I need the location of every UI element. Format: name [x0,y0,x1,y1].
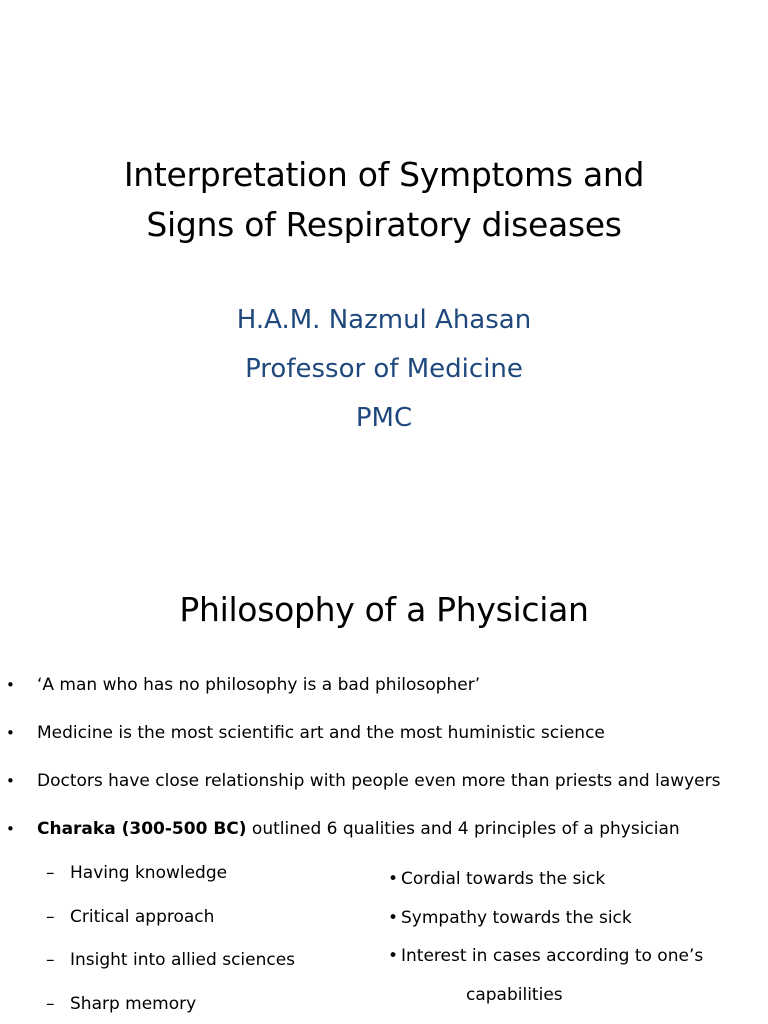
bullet-icon: • [6,772,15,790]
bullet-list [0,670,768,862]
principle-text: Cordial towards the sick [401,869,606,889]
bullet-icon: • [388,946,399,966]
quality-item [0,858,380,902]
title-line: Signs of Respiratory diseases [146,205,622,244]
quality-text: Sharp memory [70,993,197,1014]
bullet-icon: • [6,820,15,838]
title-line: Interpretation of Symptoms and [123,155,645,194]
slide-title [0,150,768,250]
bullet-icon: • [388,869,399,889]
author-position: Professor of Medicine [245,354,523,384]
author-institution: PMC [355,403,413,433]
bullet-text: Doctors have close relationship with people even more than priests and lawyers [37,771,721,791]
quality-text: Insight into allied sciences [70,950,296,970]
dash-icon: – [46,906,55,927]
author-name: H.A.M. Nazmul Ahasan [236,305,532,335]
bullet-icon: • [6,724,15,742]
bullet-text [37,814,680,844]
principle-text: Interest in cases according to one’s [401,946,704,966]
charaka-text: outlined 6 qualities and 4 principles of a physician [246,819,680,839]
bullet-icon: • [6,676,15,694]
dash-icon: – [46,993,55,1014]
principles-list [388,860,768,1014]
slide-title: Philosophy of a Physician [179,590,589,629]
list-item [0,718,768,766]
dash-icon: – [46,863,55,883]
quality-item [0,989,380,1024]
list-item [0,814,768,862]
principle-text: Sympathy towards the sick [401,907,632,928]
bullet-icon: • [388,907,399,928]
bullet-text: ‘A man who has no philosophy is a bad philosopher’ [37,675,481,695]
author-block [0,296,768,443]
bullet-text: Medicine is the most scientific art and the most huministic science [37,723,605,743]
quality-text: Critical approach [70,906,215,927]
principle-continuation: capabilities [466,984,563,1005]
principle-item [388,899,768,938]
charaka-emphasis: Charaka (300-500 BC) [37,819,247,839]
quality-item [0,945,380,989]
principle-item [388,860,768,899]
philosophy-slide [0,540,768,1024]
qualities-list [0,858,380,1024]
list-item [0,670,768,718]
quality-item [0,902,380,946]
quality-text: Having knowledge [70,863,228,883]
principle-item [388,937,768,1014]
dash-icon: – [46,950,55,970]
list-item [0,766,768,814]
